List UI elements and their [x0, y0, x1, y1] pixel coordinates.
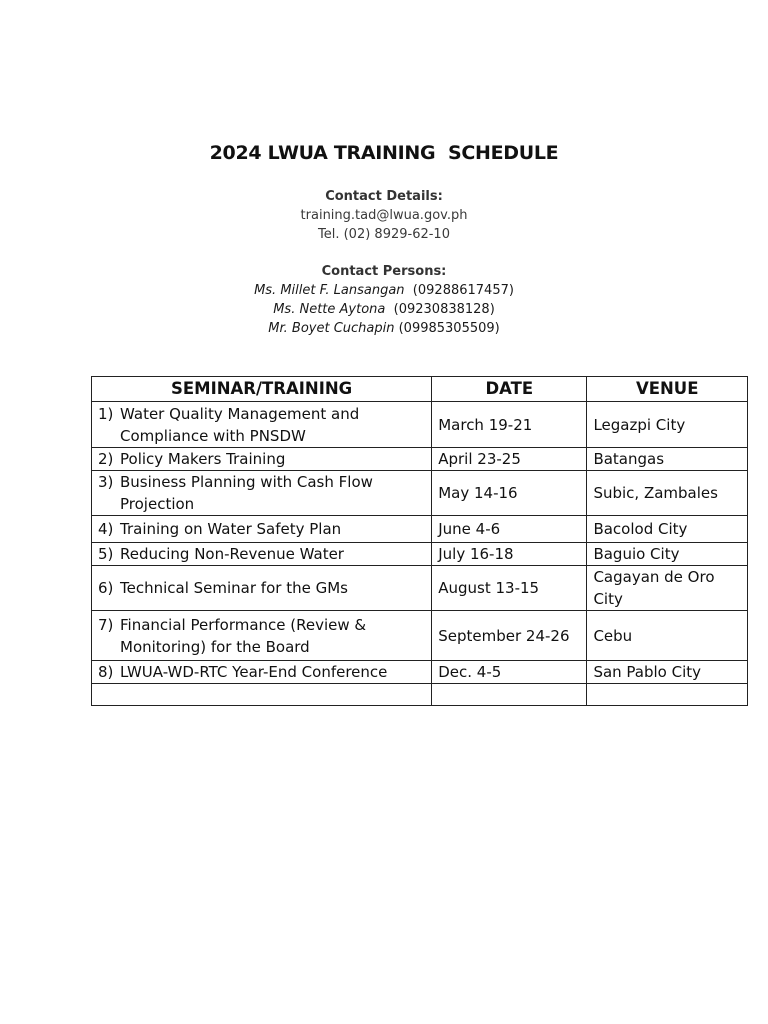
contact-email: training.tad@lwua.gov.ph — [300, 208, 468, 223]
empty-cell — [432, 684, 587, 706]
date-cell: Dec. 4-5 — [432, 661, 587, 684]
table-row — [92, 448, 748, 471]
contact-person-phone: (09230838128) — [385, 302, 495, 317]
venue-cell: Cagayan de Oro City — [587, 566, 748, 611]
row-number: 5) — [98, 545, 114, 563]
empty-cell — [92, 684, 432, 706]
contact-persons — [0, 262, 768, 338]
row-number: 1) — [98, 404, 114, 423]
seminar-title: Policy Makers Training — [120, 450, 286, 468]
header-venue: VENUE — [587, 377, 748, 402]
seminar-cell — [92, 543, 432, 566]
contact-details-heading: Contact Details: — [325, 189, 443, 204]
table-row — [92, 516, 748, 543]
row-number: 7) — [98, 615, 114, 634]
contact-person-name: Mr. Boyet Cuchapin — [268, 321, 395, 336]
seminar-title: Water Quality Management and Compliance with PNSDW — [120, 404, 360, 445]
empty-cell — [587, 684, 748, 706]
seminar-cell — [92, 611, 432, 661]
date-cell: September 24-26 — [432, 611, 587, 661]
venue-cell: Baguio City — [587, 543, 748, 566]
header-seminar: SEMINAR/TRAINING — [92, 377, 432, 402]
schedule-table — [91, 376, 748, 706]
seminar-title: Financial Performance (Review & Monitoring) for the Board — [120, 615, 367, 656]
venue-cell: Bacolod City — [587, 516, 748, 543]
row-number: 4) — [98, 520, 114, 538]
contact-person — [0, 300, 768, 319]
seminar-cell — [92, 471, 432, 516]
table-row-empty — [92, 684, 748, 706]
table-row — [92, 402, 748, 448]
seminar-cell — [92, 661, 432, 684]
seminar-title: Reducing Non-Revenue Water — [120, 545, 344, 563]
venue-cell: Legazpi City — [587, 402, 748, 448]
date-cell: April 23-25 — [432, 448, 587, 471]
contact-person-phone: (09288617457) — [404, 283, 514, 298]
venue-cell: Cebu — [587, 611, 748, 661]
document-title: 2024 LWUA TRAINING SCHEDULE — [209, 142, 559, 164]
seminar-title: LWUA-WD-RTC Year-End Conference — [120, 663, 388, 681]
seminar-cell — [92, 566, 432, 611]
contact-details — [0, 187, 768, 244]
date-cell: June 4-6 — [432, 516, 587, 543]
seminar-title: Technical Seminar for the GMs — [120, 579, 348, 597]
row-number: 2) — [98, 450, 114, 468]
contact-person — [0, 319, 768, 338]
contact-person-phone: (09985305509) — [394, 321, 500, 336]
seminar-title: Business Planning with Cash Flow Projection — [120, 473, 373, 513]
table-header-row — [92, 377, 748, 402]
date-cell: March 19-21 — [432, 402, 587, 448]
contact-person — [0, 281, 768, 300]
venue-cell: San Pablo City — [587, 661, 748, 684]
seminar-cell — [92, 402, 432, 448]
contact-persons-heading: Contact Persons: — [321, 264, 447, 279]
row-number: 8) — [98, 663, 114, 681]
venue-cell: Subic, Zambales — [587, 471, 748, 516]
date-cell: August 13-15 — [432, 566, 587, 611]
seminar-cell — [92, 448, 432, 471]
date-cell: May 14-16 — [432, 471, 587, 516]
seminar-title: Training on Water Safety Plan — [120, 520, 342, 538]
seminar-cell — [92, 516, 432, 543]
contact-person-name: Ms. Millet F. Lansangan — [254, 283, 405, 298]
contact-person-name: Ms. Nette Aytona — [273, 302, 386, 317]
row-number: 6) — [98, 579, 114, 597]
row-number: 3) — [98, 473, 114, 491]
table-row — [92, 543, 748, 566]
table-row — [92, 471, 748, 516]
venue-cell: Batangas — [587, 448, 748, 471]
table-row — [92, 611, 748, 661]
table-row — [92, 661, 748, 684]
date-cell: July 16-18 — [432, 543, 587, 566]
contact-telephone: Tel. (02) 8929-62-10 — [318, 227, 450, 242]
header-date: DATE — [432, 377, 587, 402]
table-row — [92, 566, 748, 611]
